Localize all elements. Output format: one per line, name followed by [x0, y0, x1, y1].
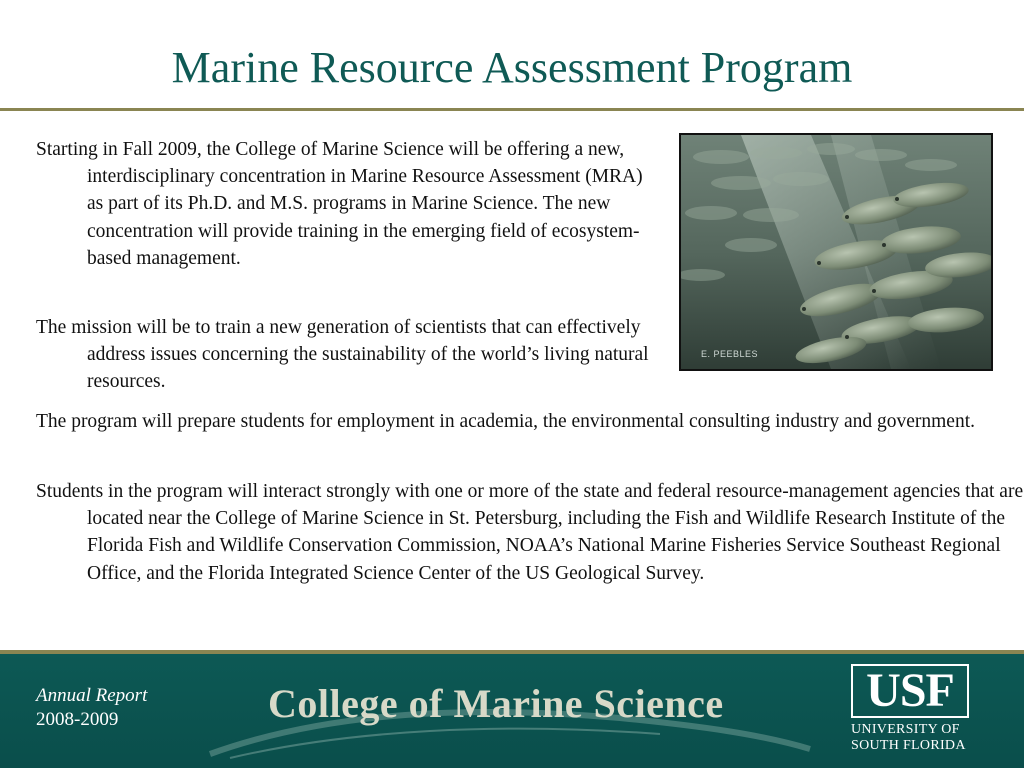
paragraph-employment: The program will prepare students for employment in academia, the environmental consulting industry and government.	[36, 411, 975, 432]
paragraph-intro: Starting in Fall 2009, the College of Marine Science will be offering a new, interdisciplinary concentration in Marine Resource Assessment (MRA) as part of its Ph.D. and M.S. programs in Marine Science. The new concentration will provide training in the emerging field of ecosystem-based management.	[36, 139, 643, 269]
photo-credit: E. PEEBLES	[701, 349, 759, 359]
usf-logo	[851, 664, 967, 754]
college-wordmark: College of Marine Science	[268, 681, 724, 726]
slide-title: Marine Resource Assessment Program	[171, 43, 853, 92]
title-divider	[0, 108, 1024, 111]
fish-school-photo	[679, 133, 993, 371]
usf-logo-mark: USF	[851, 664, 969, 718]
report-years: 2008-2009	[36, 709, 119, 730]
annual-report-label	[36, 684, 147, 732]
paragraph-mission: The mission will be to train a new generation of scientists that can effectively address issues concerning the sustainability of the world’s living natural resources.	[36, 317, 649, 393]
footer-band	[0, 654, 1024, 768]
paragraph-agencies: Students in the program will interact strongly with one or more of the state and federal resource-management agencies that are located near the College of Marine Science in St. Petersburg, including the Fish and Wildlife Research Institute of the Florida Fish and Wildlife Conservation Commission, NOAA’s National Marine Fisheries Service Southeast Regional Office, and the Florida Integrated Science Center of the US Geological Survey.	[36, 481, 1024, 584]
usf-logo-line2: SOUTH FLORIDA	[851, 738, 966, 753]
report-label: Annual Report	[36, 685, 148, 706]
usf-logo-line1: UNIVERSITY OF	[851, 722, 960, 737]
